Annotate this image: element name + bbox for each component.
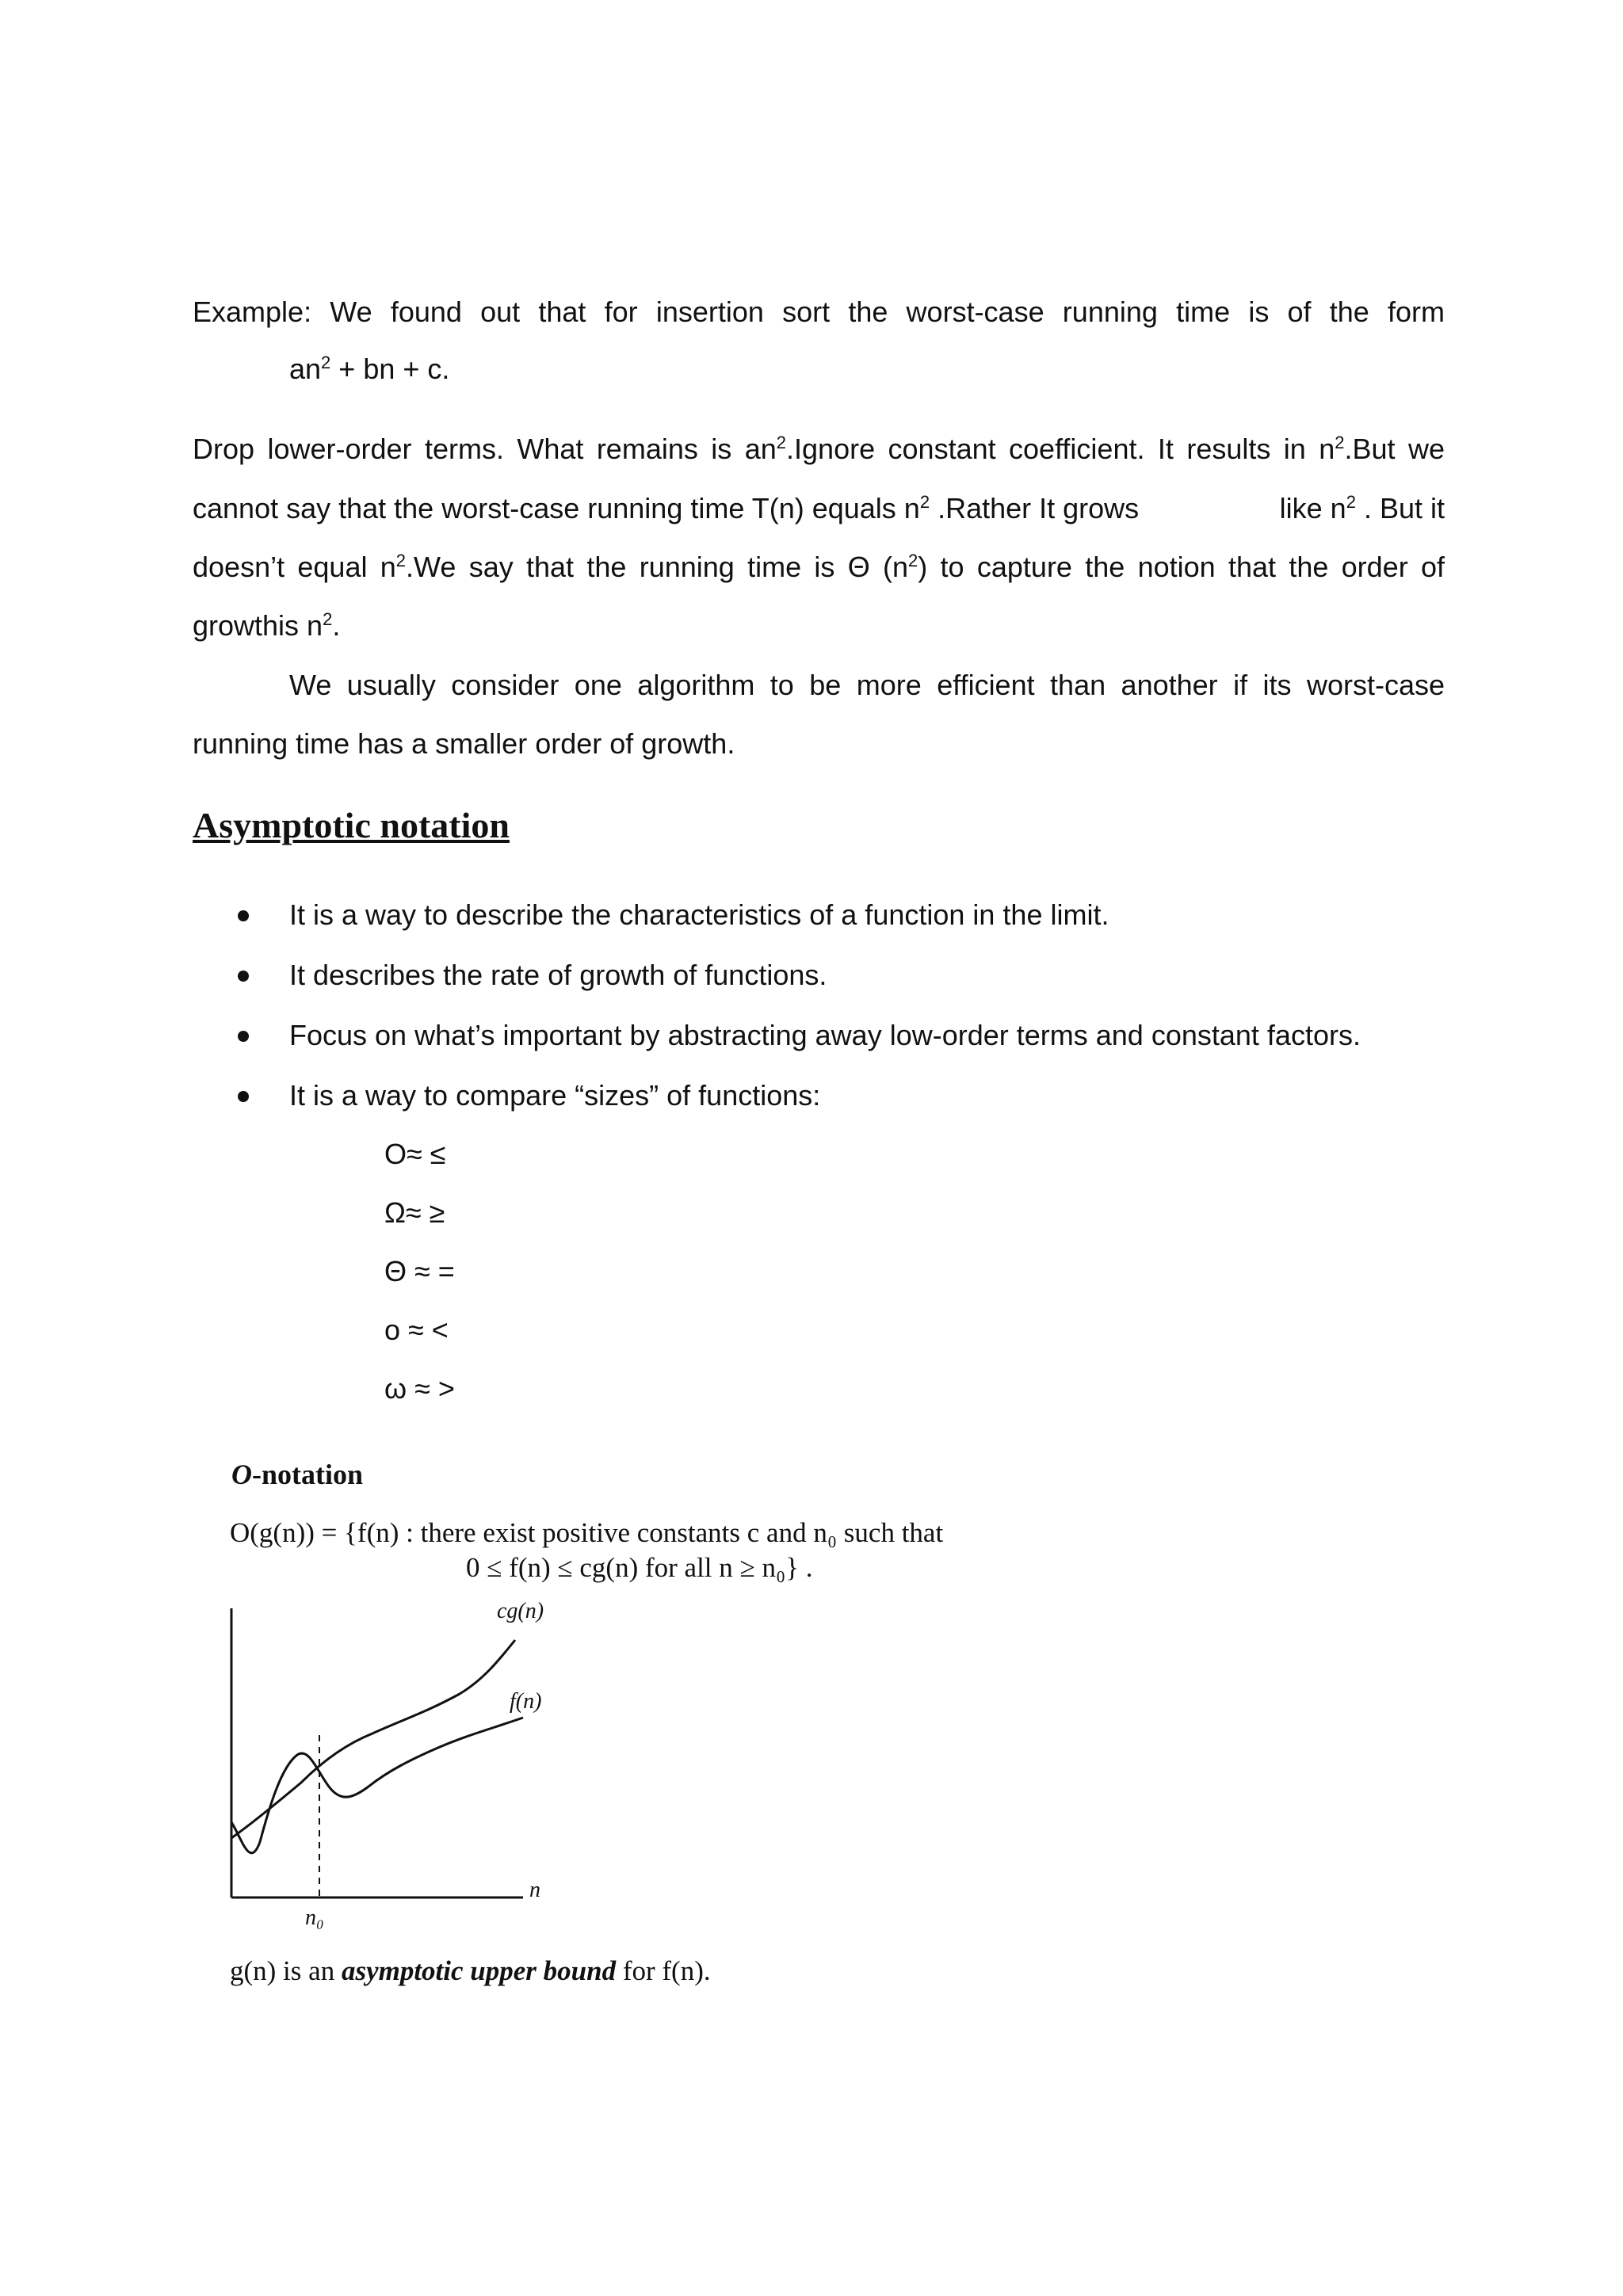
comparison-little-omega: ω ≈ > <box>384 1372 455 1405</box>
text-span: doesn’t equal n <box>193 551 396 583</box>
section-heading: Asymptotic notation <box>193 805 510 845</box>
formula-rest: + bn + c. <box>330 353 450 385</box>
figure-title: O-notation <box>231 1459 364 1490</box>
definition-line-2: 0 ≤ f(n) ≤ cg(n) for all n ≥ n₀} . <box>466 1552 813 1583</box>
f-n-label: f(n) <box>510 1689 542 1714</box>
text-span: .But we <box>1344 433 1445 465</box>
definition-line-1: O(g(n)) = {f(n) : there exist positive constants c and n₀ such that <box>230 1517 944 1548</box>
caption-text: g(n) is an <box>230 1955 342 1986</box>
text-span: . <box>332 609 341 642</box>
f-n-curve <box>231 1718 523 1853</box>
text-span <box>1280 491 1445 526</box>
exponent: 2 <box>908 551 918 570</box>
text-span: . But it <box>1355 492 1445 524</box>
comparison-theta: Θ ≈ = <box>384 1255 455 1287</box>
bullet-item: It describes the rate of growth of functions. <box>289 959 827 991</box>
exponent: 2 <box>395 551 407 570</box>
text-span <box>193 491 1139 526</box>
comparison-omega: Ω≈ ≥ <box>384 1196 445 1229</box>
bullet-dot <box>238 1091 249 1102</box>
caption-emphasis: asymptotic upper bound <box>341 1955 617 1986</box>
text-span: .Rather It grows <box>930 492 1140 524</box>
para2-line1: We usually consider one algorithm to be more efficient than another if its worst-case <box>289 669 1445 701</box>
bullet-dot <box>238 1031 249 1042</box>
bullet-item: It is a way to describe the characteristics of a function in the limit. <box>289 898 1109 931</box>
figure-title-text: -notation <box>252 1459 364 1490</box>
bullet-item: It is a way to compare “sizes” of functions: <box>289 1079 821 1112</box>
figure-caption <box>230 1955 711 1987</box>
exponent: 2 <box>1335 433 1345 452</box>
bullet-item: Focus on what’s important by abstracting away low-order terms and constant factors. <box>289 1019 1361 1051</box>
para2-line2: running time has a smaller order of growth. <box>193 727 735 760</box>
text-span: growthis n <box>193 609 323 642</box>
comparison-little-o: o ≈ < <box>384 1314 449 1346</box>
text-span: Drop lower-order terms. What remains is an <box>193 433 777 465</box>
text-span: .We say that the running time is Θ (n <box>406 551 909 583</box>
example-line: Example: We found out that for insertion sort the worst-case running time is of the form <box>193 296 1445 328</box>
para1-line1 <box>193 432 1445 467</box>
exponent: 2 <box>919 492 930 512</box>
formula-term: an <box>289 353 322 385</box>
n-axis-label: n <box>529 1878 540 1902</box>
example-formula <box>289 352 449 387</box>
n0-label: n₀ <box>305 1905 324 1930</box>
cg-n-label: cg(n) <box>497 1599 544 1623</box>
bullet-dot <box>238 910 249 921</box>
exponent: 2 <box>1346 492 1356 512</box>
comparison-big-o: O≈ ≤ <box>384 1138 446 1170</box>
text-span: cannot say that the worst-case running time T(n) equals n <box>193 492 920 524</box>
bullet-dot <box>238 971 249 982</box>
formula-exponent: 2 <box>321 353 331 372</box>
caption-text: for f(n). <box>616 1955 711 1986</box>
text-span: like n <box>1279 492 1346 524</box>
para1-line3 <box>193 550 1445 585</box>
para1-line4 <box>193 608 340 643</box>
exponent: 2 <box>323 609 333 629</box>
cg-n-curve <box>231 1640 515 1838</box>
text-span: .Ignore constant coefficient. It results in n <box>786 433 1335 465</box>
text-span: ) to capture the notion that the order of <box>918 551 1445 583</box>
exponent: 2 <box>776 433 787 452</box>
